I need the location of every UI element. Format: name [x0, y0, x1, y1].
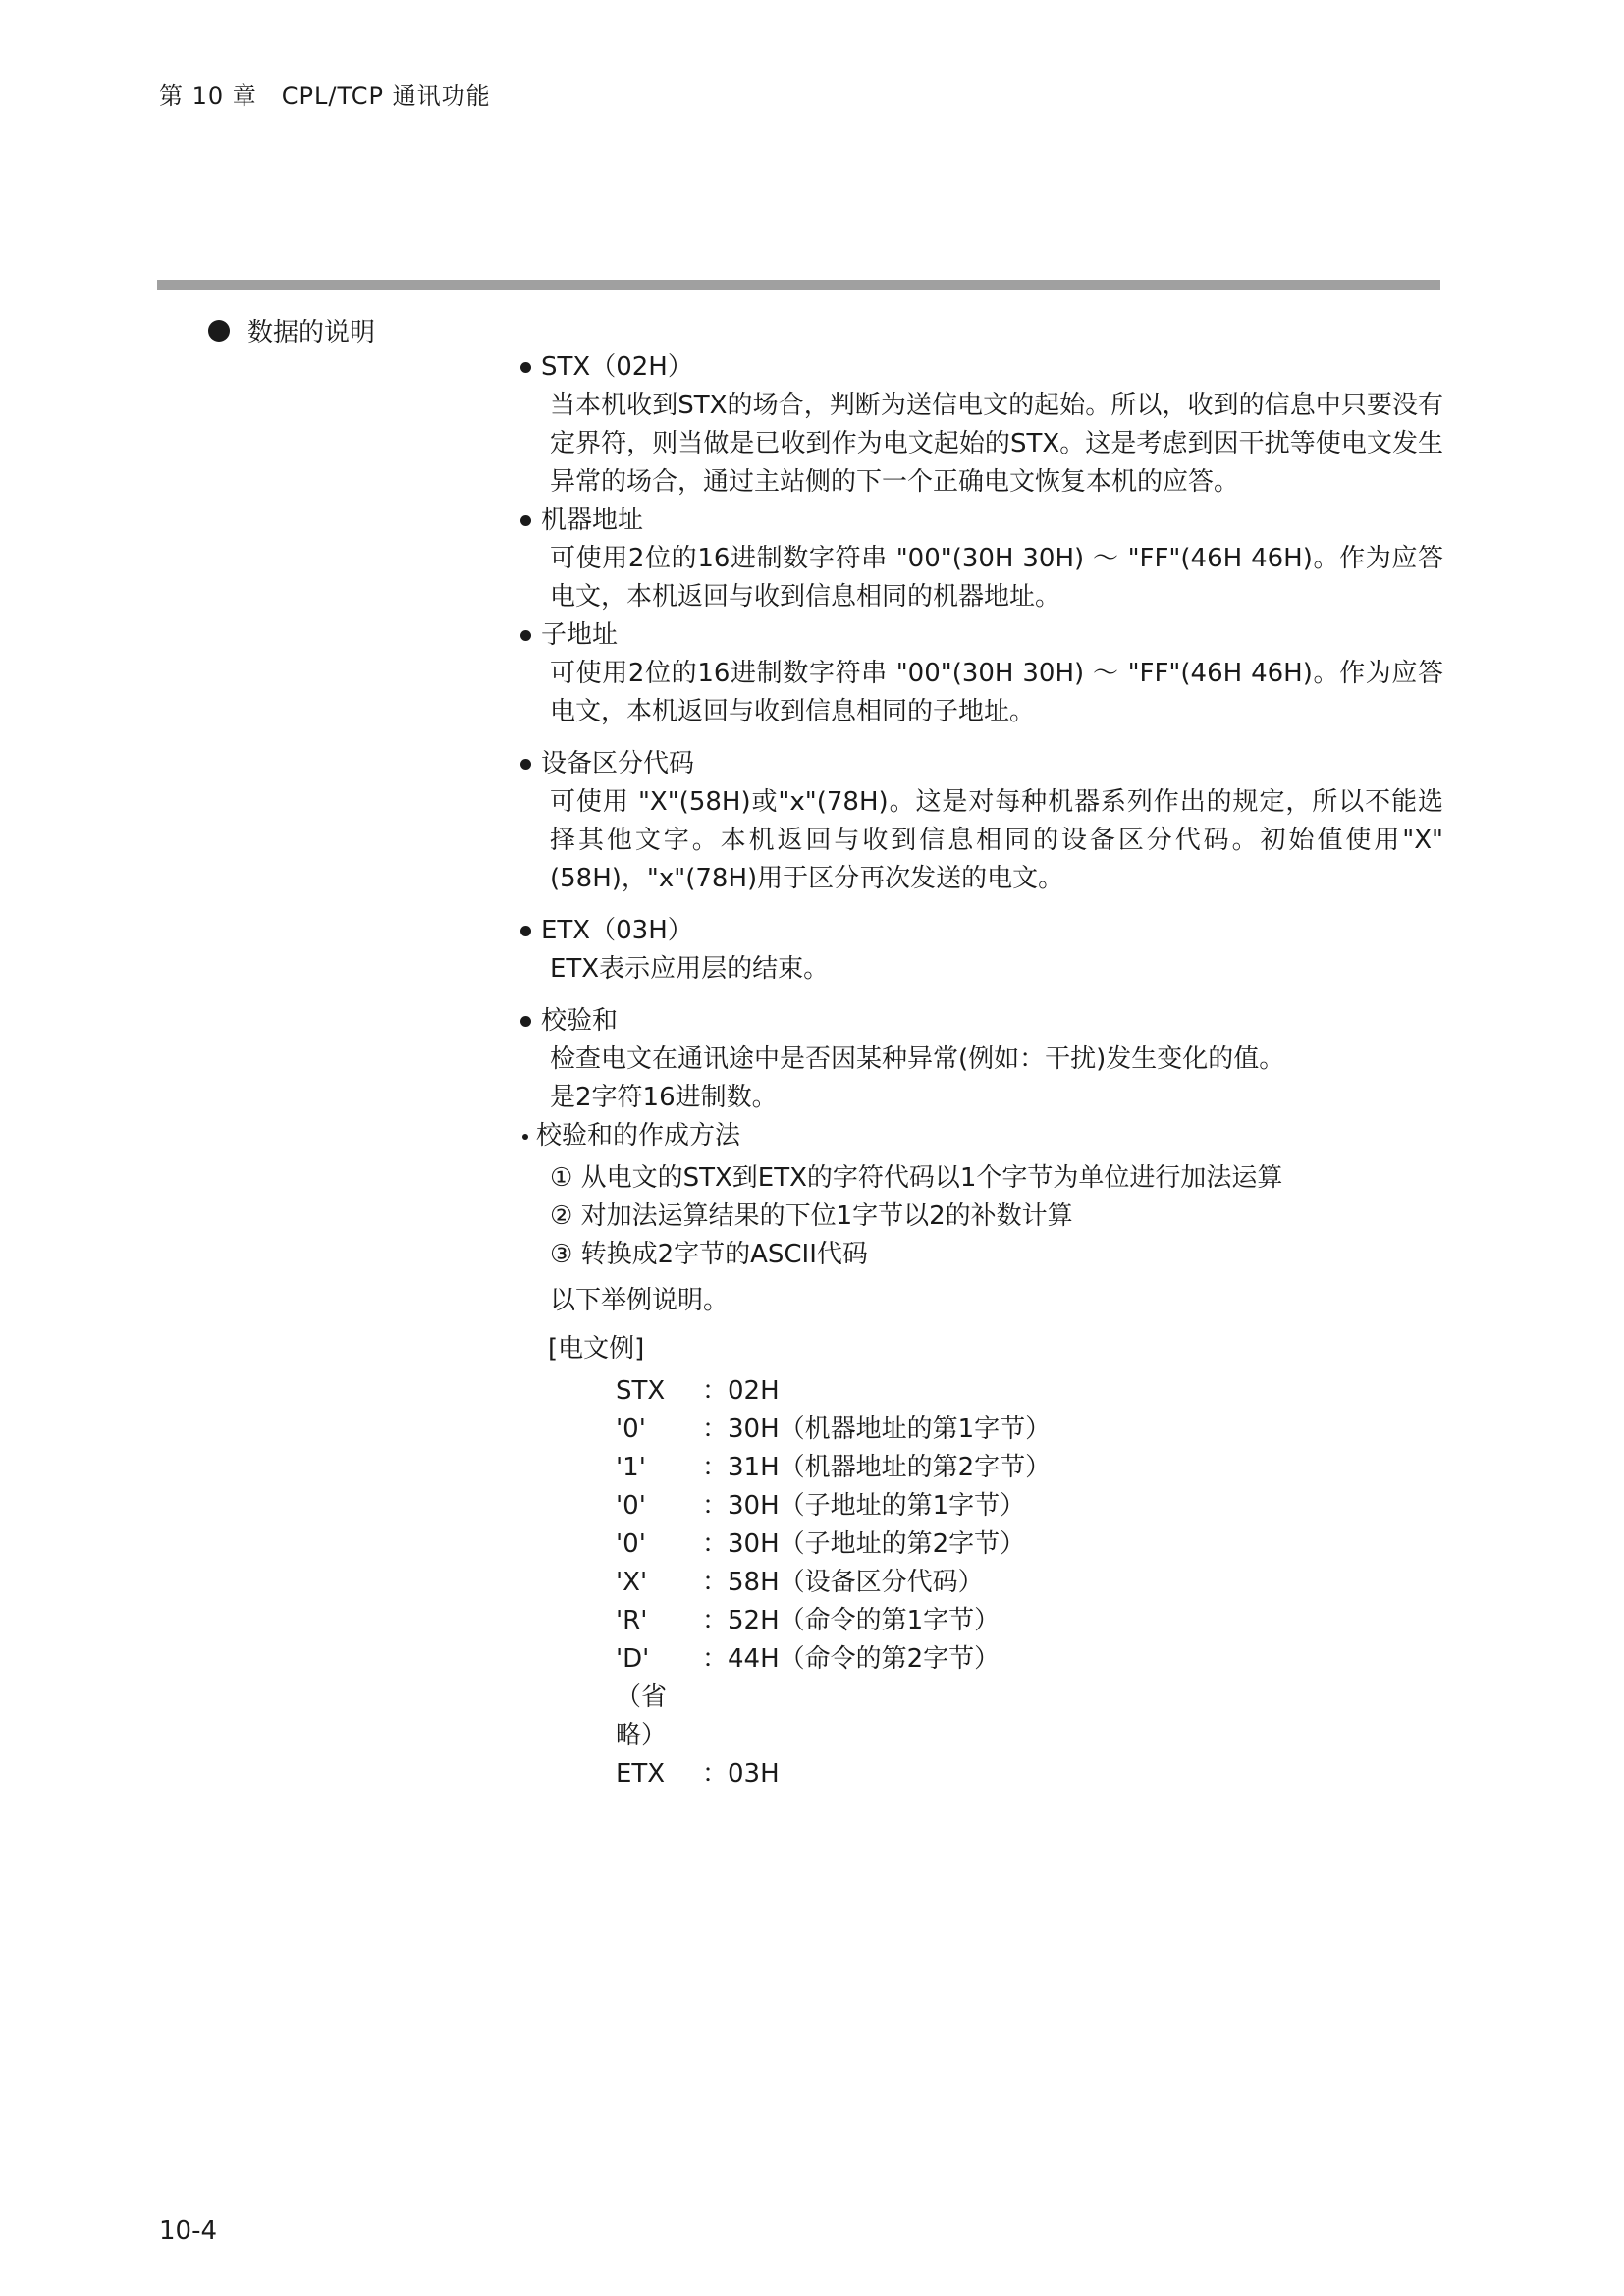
example-key: 'X'	[616, 1568, 648, 1597]
item-device-code	[520, 745, 1443, 898]
small-bullet-icon	[522, 1134, 528, 1140]
checksum-method	[520, 1117, 1443, 1320]
example-value: ：03H	[702, 1759, 780, 1789]
example-table	[616, 1372, 1051, 1793]
example-key: STX	[616, 1376, 666, 1406]
item-body: ETX表示应用层的结束。	[550, 954, 830, 984]
example-value: ：44H（命令的第2字节）	[702, 1644, 1001, 1674]
example-value: ：30H（子地址的第2字节）	[702, 1529, 1026, 1559]
example-row	[616, 1679, 1051, 1755]
bullet-icon	[520, 759, 531, 770]
item-body: 可使用 "X"(58H)或"x"(78H)。这是对每种机器系列作出的规定，所以不能选择其他文字。本机返回与收到信息相同的设备区分代码。初始值使用"X"(58H)，"x"(78H)用于区分再次发送的电文。	[550, 787, 1443, 893]
item-title: 设备区分代码	[541, 749, 695, 778]
example-row	[616, 1755, 1051, 1793]
method-step: ② 对加法运算结果的下位1字节以2的补数计算	[550, 1201, 1073, 1231]
example-key: '0'	[616, 1415, 646, 1444]
method-title: 校验和的作成方法	[536, 1121, 741, 1150]
example-row	[616, 1564, 1051, 1602]
bullet-icon	[520, 630, 531, 641]
example-row	[616, 1525, 1051, 1564]
example-value: ：02H	[702, 1376, 780, 1406]
item-body: 是2字符16进制数。	[550, 1083, 778, 1112]
content-column	[520, 348, 1443, 1793]
example-value: ：30H（子地址的第1字节）	[702, 1491, 1026, 1521]
item-body: 可使用2位的16进制数字符串 "00"(30H 30H) ～ "FF"(46H 46H)。作为应答电文，本机返回与收到信息相同的机器地址。	[550, 544, 1443, 612]
method-note: 以下举例说明。	[550, 1286, 730, 1315]
item-sub-address	[520, 616, 1443, 731]
example-title: [电文例]	[548, 1334, 645, 1363]
example-key: 'D'	[616, 1644, 650, 1674]
bullet-icon	[520, 1016, 531, 1027]
item-title: 机器地址	[541, 506, 644, 535]
section-title-text: 数据的说明	[247, 318, 376, 347]
example-value: ：58H（设备区分代码）	[702, 1568, 984, 1597]
item-title: STX（02H）	[541, 352, 693, 382]
item-title: ETX（03H）	[541, 916, 693, 945]
item-body: 可使用2位的16进制数字符串 "00"(30H 30H) ～ "FF"(46H 46H)。作为应答电文，本机返回与收到信息相同的子地址。	[550, 659, 1443, 726]
item-body: 当本机收到STX的场合，判断为送信电文的起始。所以，收到的信息中只要没有定界符，则当做是已收到作为电文起始的STX。这是考虑到因干扰等使电文发生异常的场合，通过主站侧的下一个正确电文恢复本机的应答。	[550, 391, 1443, 497]
item-machine-address	[520, 502, 1443, 616]
item-stx	[520, 348, 1443, 502]
example-value: ：52H（命令的第1字节）	[702, 1606, 1001, 1635]
example-value	[702, 1679, 1051, 1755]
example-row	[616, 1449, 1051, 1487]
example-row	[616, 1372, 1051, 1411]
large-bullet-icon	[208, 320, 230, 342]
item-body: 检查电文在通讯途中是否因某种异常(例如：干扰)发生变化的值。	[550, 1044, 1285, 1074]
page-number: 10-4	[159, 2216, 218, 2246]
example-key: '1'	[616, 1453, 646, 1482]
example-key: '0'	[616, 1491, 646, 1521]
example-row	[616, 1487, 1051, 1525]
section-divider	[157, 280, 1440, 290]
method-step: ③ 转换成2字节的ASCII代码	[550, 1240, 868, 1269]
item-title: 子地址	[541, 620, 619, 650]
example-value: ：30H（机器地址的第1字节）	[702, 1415, 1052, 1444]
example-key: '0'	[616, 1529, 646, 1559]
method-step: ① 从电文的STX到ETX的字符代码以1个字节为单位进行加法运算	[550, 1163, 1283, 1193]
example-key: 'R'	[616, 1606, 648, 1635]
example-row	[616, 1640, 1051, 1679]
bullet-icon	[520, 926, 531, 936]
example-key: ETX	[616, 1759, 666, 1789]
method-steps	[520, 1159, 1443, 1274]
item-checksum	[520, 1002, 1443, 1117]
example-row	[616, 1411, 1051, 1449]
example-value: ：31H（机器地址的第2字节）	[702, 1453, 1052, 1482]
item-title: 校验和	[541, 1006, 619, 1036]
example-row	[616, 1602, 1051, 1640]
section-title	[208, 312, 375, 348]
bullet-icon	[520, 362, 531, 373]
item-etx	[520, 912, 1443, 988]
chapter-header: 第 10 章 CPL/TCP 通讯功能	[159, 82, 491, 110]
example-key: （省略）	[616, 1682, 668, 1750]
bullet-icon	[520, 515, 531, 526]
